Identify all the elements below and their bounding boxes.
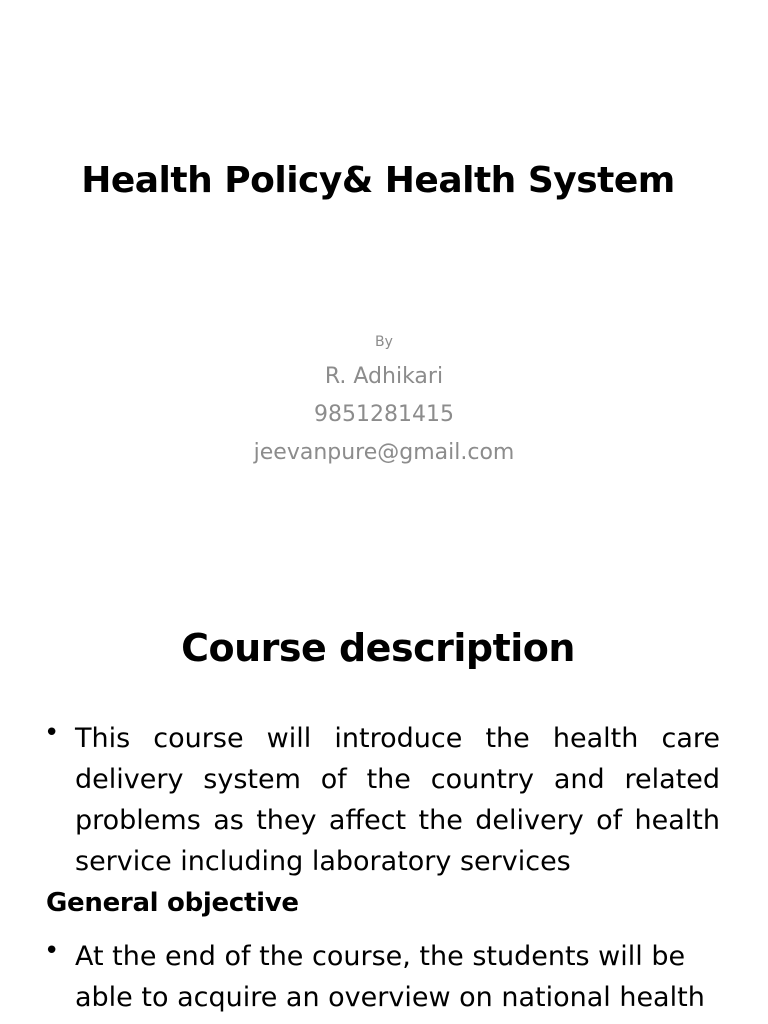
author-name: R. Adhikari bbox=[324, 364, 444, 389]
bullet-text: At the end of the course, the students will be able to acquire an overview on national health bbox=[75, 941, 705, 1013]
author-phone: 9851281415 bbox=[314, 402, 454, 427]
bullet-marker: • bbox=[44, 718, 60, 748]
by-label: By bbox=[375, 334, 393, 350]
section-title: Course description bbox=[181, 626, 575, 670]
subheading: General objective bbox=[46, 888, 299, 918]
author-email: jeevanpure@gmail.com bbox=[253, 440, 515, 465]
bullet-text: This course will introduce the health care delivery system of the country and related problems as they affect the delivery of health service including laboratory services bbox=[75, 723, 720, 877]
slide-title: Health Policy& Health System bbox=[81, 160, 675, 201]
bullet-marker: • bbox=[44, 936, 60, 966]
